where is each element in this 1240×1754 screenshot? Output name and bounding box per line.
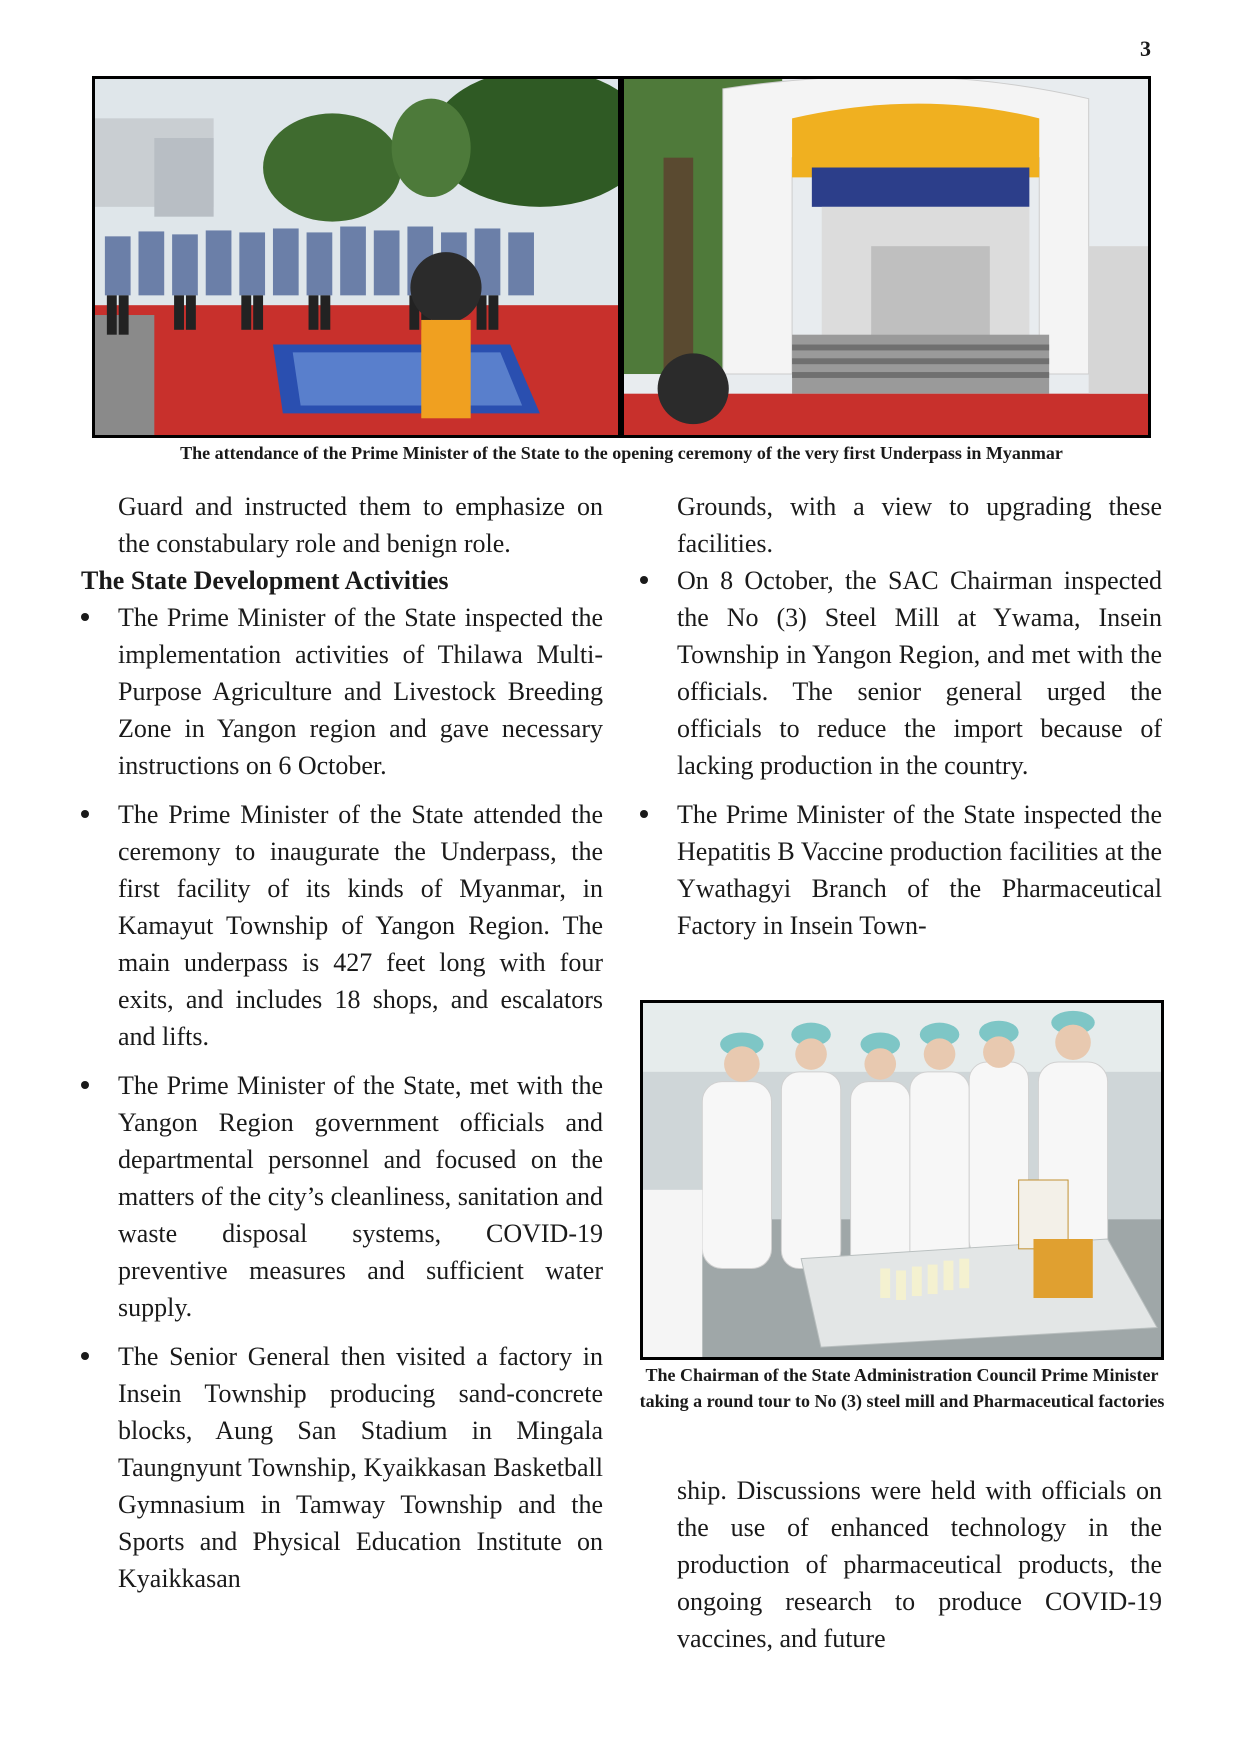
bullet-icon (81, 810, 89, 818)
bullet-icon (640, 576, 648, 584)
list-item (81, 599, 603, 784)
right-continuation-text: Grounds, with a view to upgrading these facilities. (677, 492, 1162, 558)
list-item-text: The Prime Minister of the State inspected the implementation activities of Thilawa Multi-Purpose Agriculture and Livestock Breeding Zone in Yangon region and gave necessary instructions on 6 October. (118, 603, 603, 780)
left-column (81, 488, 603, 1609)
right-column-top (640, 488, 1162, 956)
list-item (640, 562, 1162, 784)
list-item (81, 1338, 603, 1597)
list-item (81, 1067, 603, 1326)
pharmaceutical-factory-photo (640, 1000, 1164, 1360)
list-item (640, 796, 1162, 944)
list-item (81, 796, 603, 1055)
page-number: 3 (1140, 36, 1151, 61)
top-photo-caption: The attendance of the Prime Minister of the State to the opening ceremony of the very first Underpass in Myanmar (180, 443, 1063, 463)
underpass-entrance-photo (621, 76, 1151, 438)
list-item-text: On 8 October, the SAC Chairman inspected the No (3) Steel Mill at Ywama, Insein Township in Yangon Region, and met with the officials. The senior general urged the officials to reduce the import because of lacking production in the country. (677, 566, 1162, 780)
underpass-ceremony-photo (92, 76, 621, 438)
list-item-text: The Senior General then visited a factory in Insein Township producing sand-concrete blocks, Aung San Stadium in Mingala Taungnyunt Township, Kyaikkasan Basketball Gymnasium in Tamway Township and the Sports and Physical Education Institute on Kyaikkasan (118, 1342, 603, 1593)
bullet-icon (81, 1352, 89, 1360)
right-after-photo-text: ship. Discussions were held with officials on the use of enhanced technology in the production of pharmaceutical products, the ongoing research to produce COVID-19 vaccines, and future (677, 1476, 1162, 1653)
bullet-icon (81, 1081, 89, 1089)
list-item-text: The Prime Minister of the State, met with the Yangon Region government officials and departmental personnel and focused on the matters of the city’s cleanliness, sanitation and waste disposal systems, COVID-19 preventive measures and sufficient water supply. (118, 1071, 603, 1322)
bullet-icon (640, 810, 648, 818)
section-heading: The State Development Activities (81, 566, 449, 595)
bullet-icon (81, 613, 89, 621)
left-continuation-text: Guard and instructed them to emphasize on the constabulary role and benign role. (118, 492, 603, 558)
list-item-text: The Prime Minister of the State attended the ceremony to inaugurate the Underpass, the first facility of its kinds of Myanmar, in Kamayut Township of Yangon Region. The main underpass is 427 feet long with four exits, and includes 18 shops, and escalators and lifts. (118, 800, 603, 1051)
right-column-bottom (640, 1472, 1162, 1657)
factory-photo-caption: The Chairman of the State Administration Council Prime Minister taking a round tour to No (3) steel mill and Pharmaceutical factories (639, 1365, 1165, 1411)
list-item-text: The Prime Minister of the State inspected the Hepatitis B Vaccine production facilities at the Ywathagyi Branch of the Pharmaceutical Factory in Insein Town- (677, 800, 1162, 940)
